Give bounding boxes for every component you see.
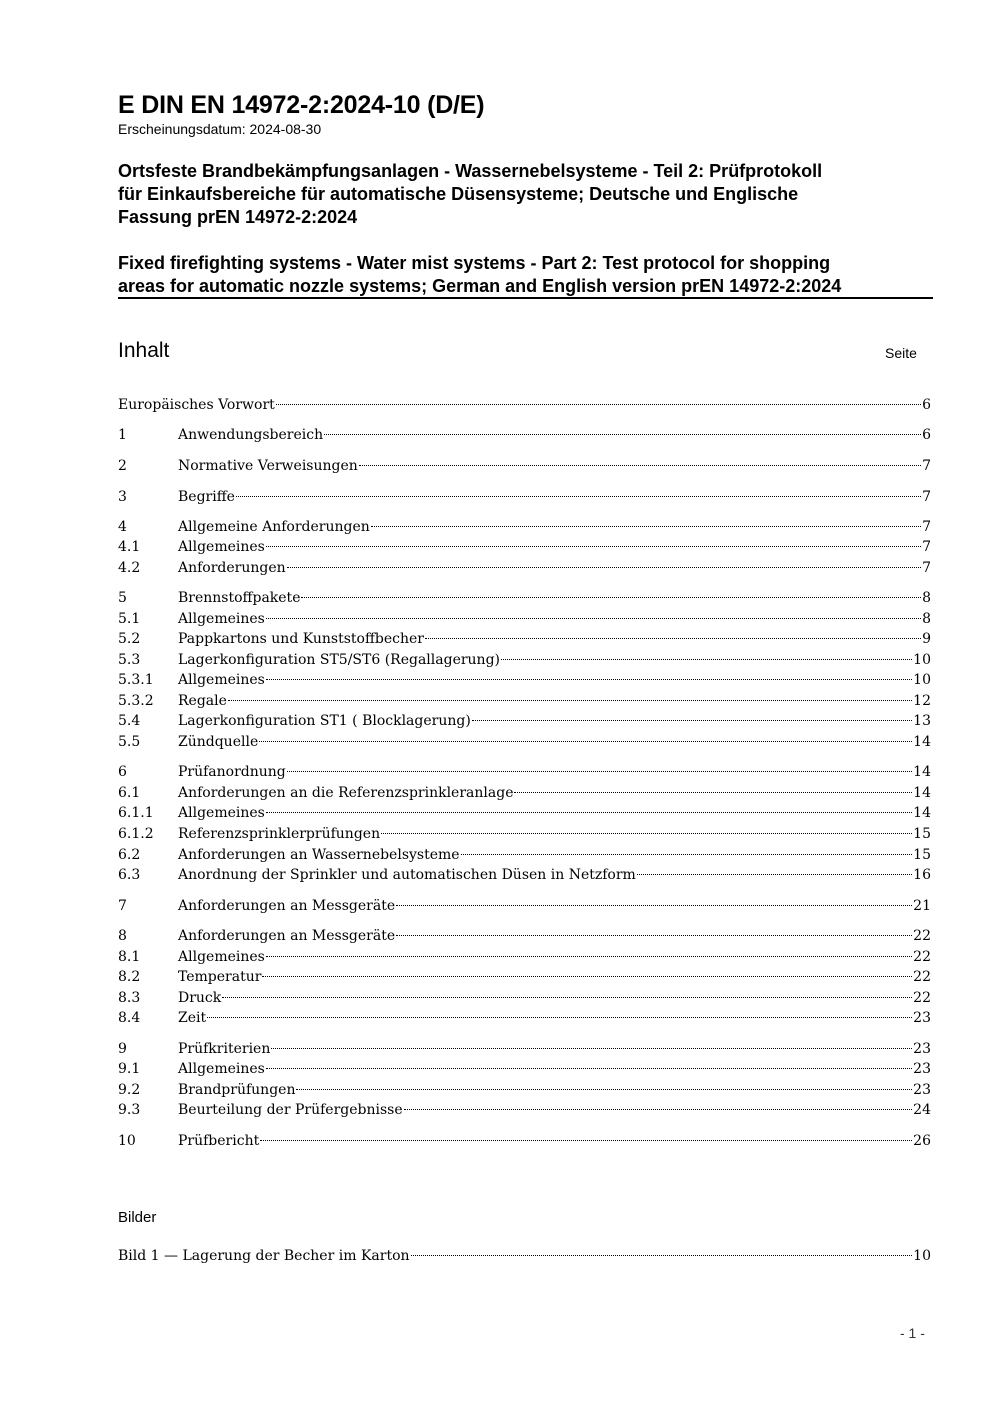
toc-entry-page: 24 [913, 1102, 931, 1118]
toc-entry-number: 5.1 [118, 611, 141, 627]
toc-entry-page: 8 [922, 611, 931, 627]
toc-entry-title: Begriffe [178, 489, 235, 505]
toc-entry-page: 7 [922, 560, 931, 576]
toc-entry-title: Druck [178, 990, 222, 1006]
toc-entry-title: Regale [178, 693, 227, 709]
toc-entry-number: 8.1 [118, 949, 141, 965]
toc-entry-page: 21 [913, 898, 931, 914]
toc-entry-page: 7 [922, 489, 931, 505]
toc-entry-page: 22 [913, 969, 931, 985]
toc-entry-title: Lagerkonfiguration ST1 ( Blocklagerung) [178, 713, 471, 729]
toc-entry-page: 14 [913, 805, 931, 821]
toc-entry-number: 8.2 [118, 969, 141, 985]
toc-entry-number: 5.2 [118, 631, 141, 647]
toc-entry-page: 14 [913, 734, 931, 750]
toc-entry-number: 6.1 [118, 785, 141, 801]
list-of-figures [118, 0, 931, 1403]
toc-entry-page: 9 [922, 631, 931, 647]
toc-entry-title: Lagerkonfiguration ST5/ST6 (Regallagerung) [178, 652, 500, 668]
toc-entry-page: 12 [913, 693, 931, 709]
toc-entry-number: 3 [118, 489, 127, 505]
toc-entry-title: Normative Verweisungen [178, 458, 358, 474]
toc-entry-title: Allgemeines [178, 949, 265, 965]
toc-entry-title: Prüfanordnung [178, 764, 286, 780]
toc-entry-title: Allgemeines [178, 805, 265, 821]
toc-entry-title: Allgemeines [178, 1061, 265, 1077]
toc-entry-title: Anforderungen an Messgeräte [178, 928, 396, 944]
toc-entry-page: 23 [913, 1010, 931, 1026]
document-id: E DIN EN 14972-2:2024-10 (D/E) [118, 91, 485, 119]
title-en-line-2: areas for automatic nozzle systems; German and English version prEN 14972-2:2024 [118, 276, 842, 296]
toc-entry-number: 6 [118, 764, 127, 780]
toc-entry-page: 6 [922, 397, 931, 413]
toc-entry-title: Pappkartons und Kunststoffbecher [178, 631, 424, 647]
toc-entry-page: 23 [913, 1061, 931, 1077]
toc-entry-number: 6.3 [118, 867, 141, 883]
figure-entry[interactable] [118, 1246, 931, 1266]
toc-entry-title: Allgemeines [178, 539, 265, 555]
toc-entry-number: 5.3.2 [118, 693, 154, 709]
toc-entry-number: 9.2 [118, 1082, 141, 1098]
toc-entry-number: 6.1.1 [118, 805, 154, 821]
toc-entry-title: Zeit [178, 1010, 207, 1026]
toc-entry-title: Allgemeines [178, 611, 265, 627]
toc-entry-title: Allgemeines [178, 672, 265, 688]
toc-entry-title: Referenzsprinklerprüfungen [178, 826, 381, 842]
toc-entry-number: 5.5 [118, 734, 141, 750]
toc-entry-page: 7 [922, 458, 931, 474]
toc-entry-page: 22 [913, 990, 931, 1006]
toc-entry-page: 13 [913, 713, 931, 729]
toc-entry-number: 5 [118, 590, 127, 606]
toc-entry-page: 23 [913, 1082, 931, 1098]
title-de-line-3: Fassung prEN 14972-2:2024 [118, 207, 358, 227]
toc-entry-page: 22 [913, 928, 931, 944]
toc-entry-title: Anforderungen an Wassernebelsysteme [178, 847, 460, 863]
toc-entry-number: 4.1 [118, 539, 141, 555]
toc-entry-page: 7 [922, 539, 931, 555]
toc-entry-page: 14 [913, 764, 931, 780]
toc-entry-number: 8.3 [118, 990, 141, 1006]
issue-date: Erscheinungsdatum: 2024-08-30 [118, 121, 322, 137]
toc-entry-number: 1 [118, 427, 127, 443]
toc-entry-title: Anordnung der Sprinkler und automatischen Düsen in Netzform [178, 867, 636, 883]
toc-entry-page: 7 [922, 519, 931, 535]
toc-entry-number: 5.3 [118, 652, 141, 668]
title-de-line-1: Ortsfeste Brandbekämpfungsanlagen - Wassernebelsysteme - Teil 2: Prüfprotokoll [118, 161, 823, 181]
toc-entry-page: 6 [922, 427, 931, 443]
toc-entry-page: 14 [913, 785, 931, 801]
toc-entry-title: Brennstoffpakete [178, 590, 301, 606]
toc-entry-title: Anforderungen [178, 560, 286, 576]
toc-entry-title: Anforderungen an die Referenzsprinkleranlage [178, 785, 514, 801]
toc-entry-page: 23 [913, 1041, 931, 1057]
toc-entry-title: Anforderungen an Messgeräte [178, 898, 396, 914]
toc-entry-title: Prüfkriterien [178, 1041, 271, 1057]
figure-entry-page: 10 [913, 1248, 931, 1264]
toc-entry-number: 8 [118, 928, 127, 944]
toc-entry-number: 4.2 [118, 560, 141, 576]
toc-entry-number: 4 [118, 519, 127, 535]
toc-entry-number: 7 [118, 898, 127, 914]
toc-entry-number: 5.3.1 [118, 672, 154, 688]
title-en-line-1: Fixed firefighting systems - Water mist systems - Part 2: Test protocol for shopping [118, 253, 831, 273]
toc-entry-page: 16 [913, 867, 931, 883]
toc-entry-number: 9.1 [118, 1061, 141, 1077]
toc-entry-page: 15 [913, 847, 931, 863]
toc-entry-title: Brandprüfungen [178, 1082, 296, 1098]
toc-entry-number: 10 [118, 1133, 136, 1149]
toc-entry-title: Allgemeine Anforderungen [178, 519, 370, 535]
toc-entry-page: 10 [913, 672, 931, 688]
toc-entry-page: 10 [913, 652, 931, 668]
toc-entry-title: Prüfbericht [178, 1133, 260, 1149]
toc-entry-number: 6.1.2 [118, 826, 154, 842]
figure-entry-title: Bild 1 — Lagerung der Becher im Karton [118, 1248, 410, 1264]
toc-entry-title: Zündquelle [178, 734, 259, 750]
page-number: - 1 - [900, 1325, 925, 1341]
toc-entry-title: Europäisches Vorwort [118, 397, 275, 413]
toc-entry-number: 9 [118, 1041, 127, 1057]
toc-entry-page: 8 [922, 590, 931, 606]
figure-dot-leader [411, 1255, 913, 1256]
toc-heading: Inhalt [118, 339, 170, 362]
toc-entry-title: Temperatur [178, 969, 262, 985]
toc-page-column-label: Seite [885, 345, 917, 361]
toc-entry-number: 9.3 [118, 1102, 141, 1118]
toc-entry-page: 15 [913, 826, 931, 842]
figures-heading: Bilder [118, 1209, 157, 1226]
title-de-line-2: für Einkaufsbereiche für automatische Düsensysteme; Deutsche und Englische [118, 184, 799, 204]
toc-entry-page: 22 [913, 949, 931, 965]
toc-entry-page: 26 [913, 1133, 931, 1149]
toc-entry-title: Beurteilung der Prüfergebnisse [178, 1102, 403, 1118]
toc-entry-number: 6.2 [118, 847, 141, 863]
toc-entry-number: 2 [118, 458, 127, 474]
toc-entry-number: 5.4 [118, 713, 141, 729]
toc-entry-number: 8.4 [118, 1010, 141, 1026]
toc-entry-title: Anwendungsbereich [178, 427, 324, 443]
